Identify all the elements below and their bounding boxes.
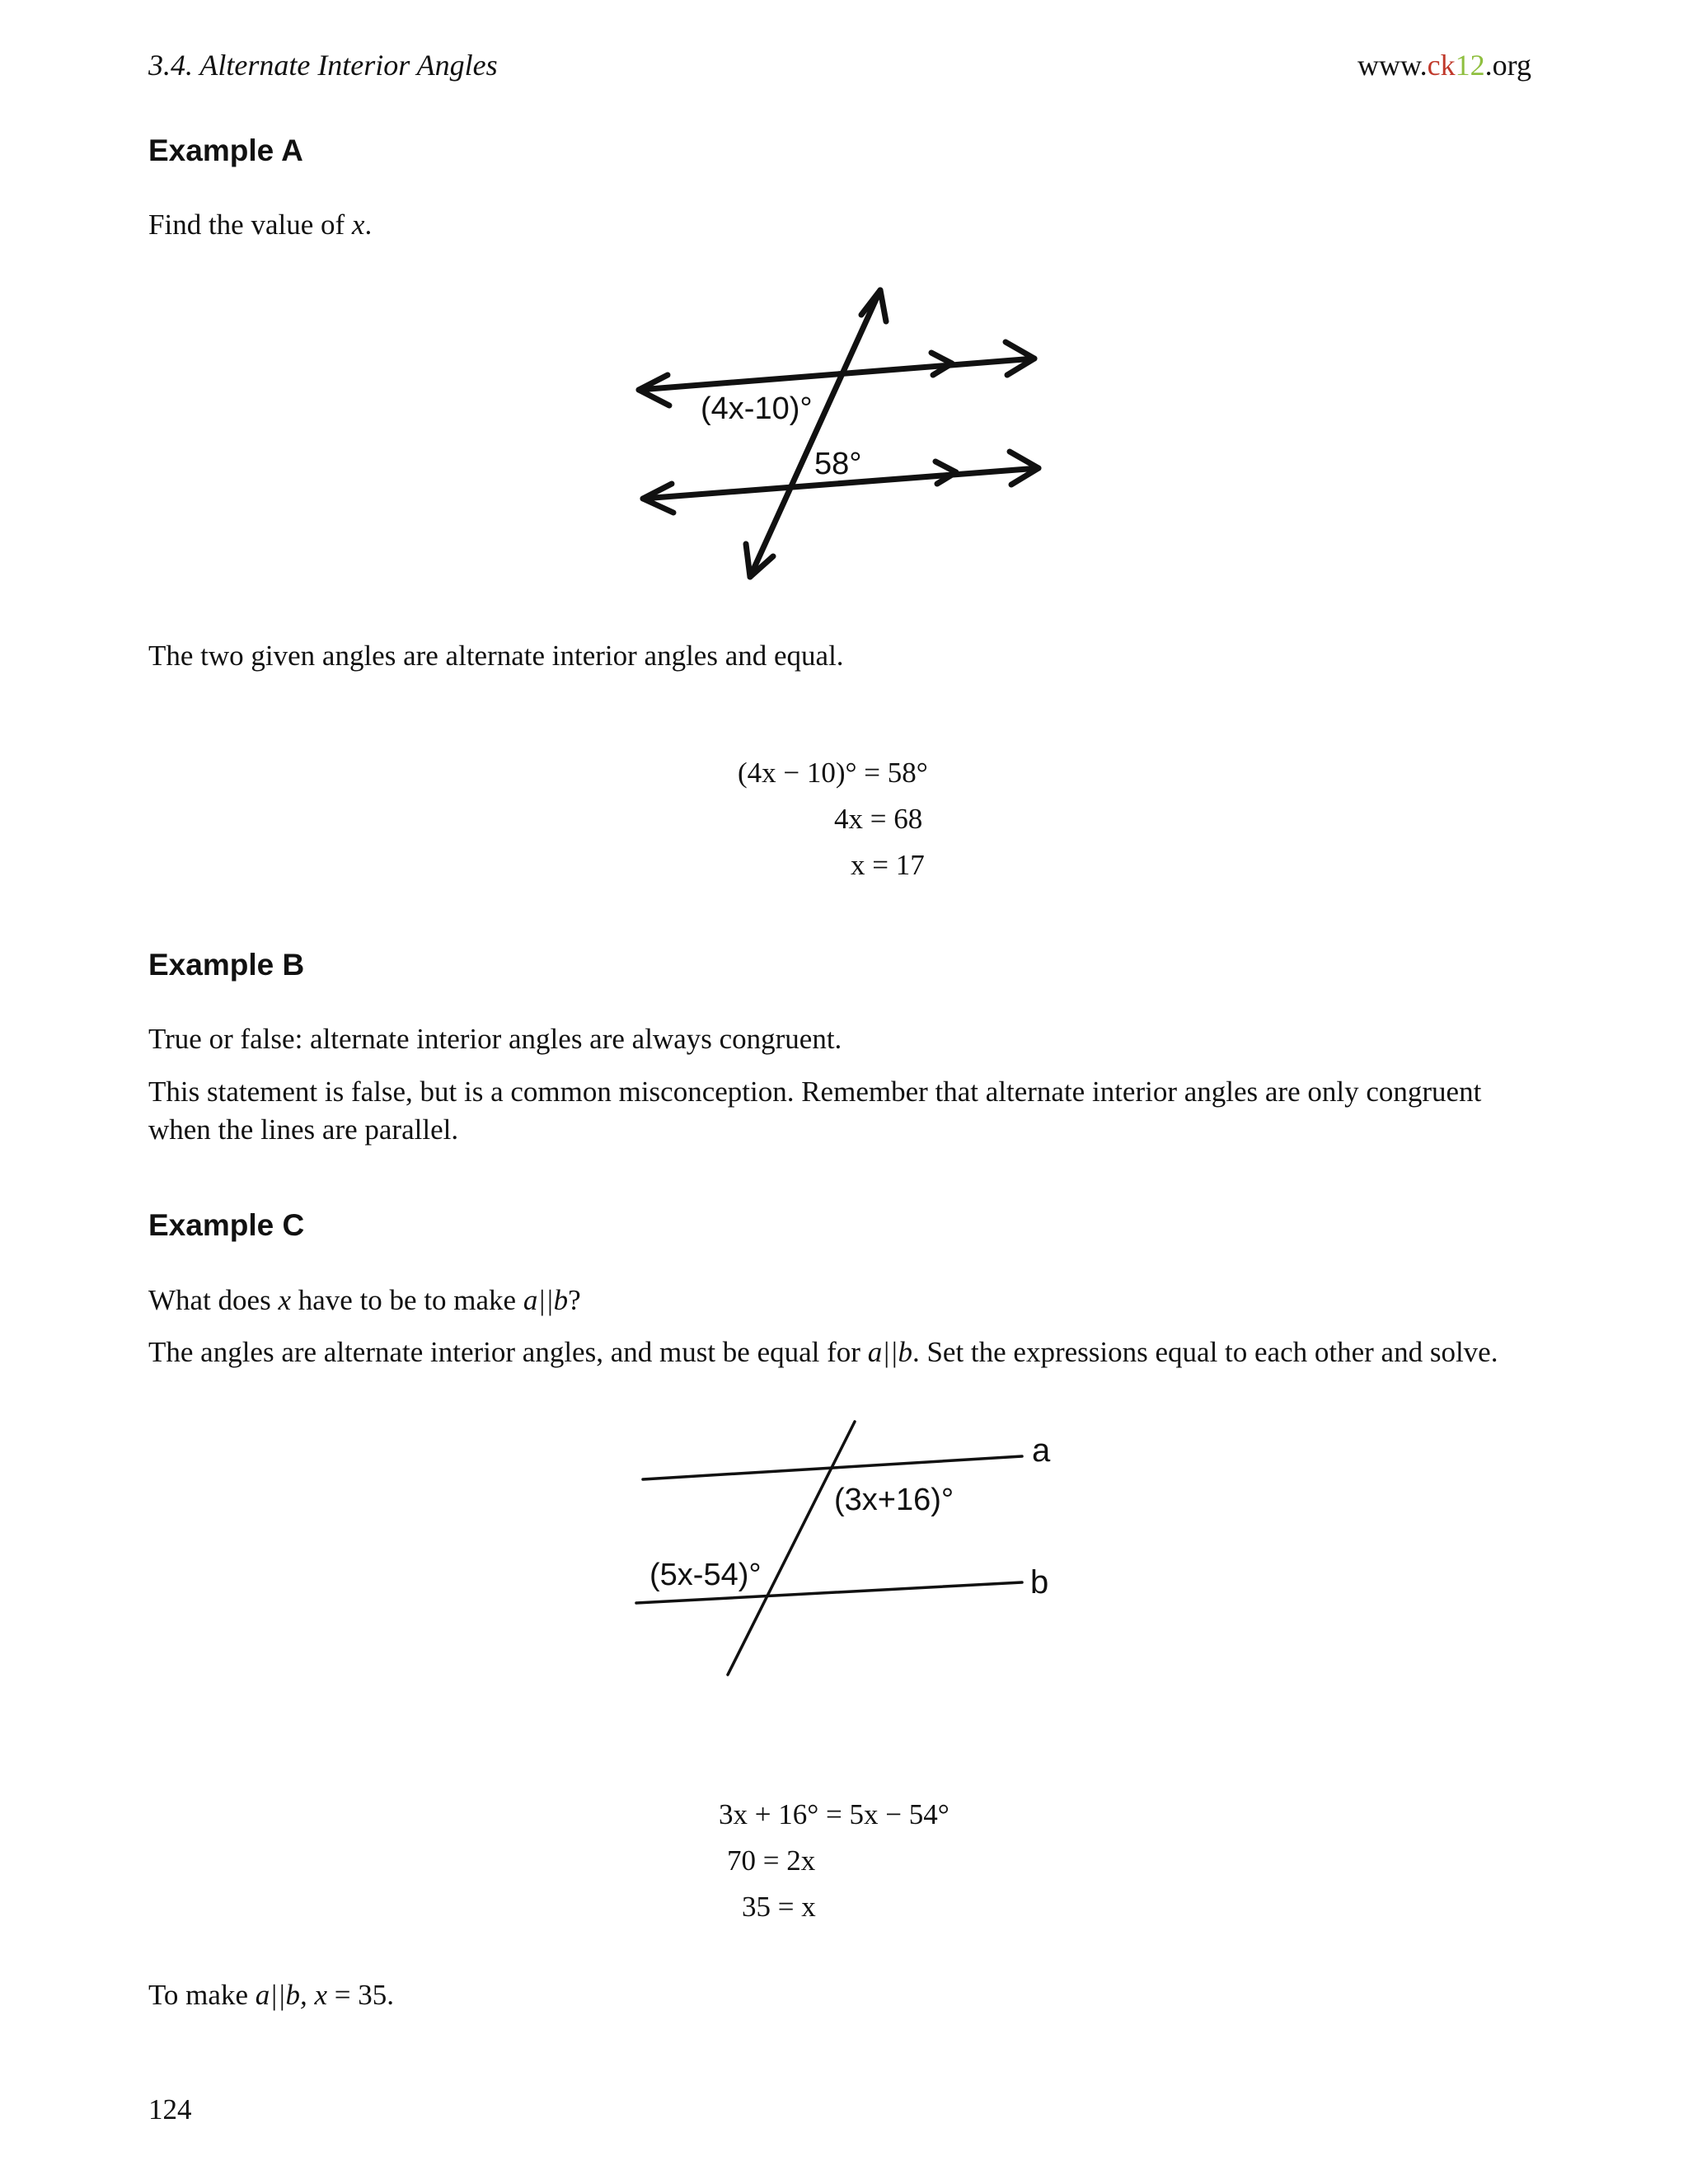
example-c-question-var: x: [278, 1284, 291, 1316]
example-c-question-end: ?: [568, 1284, 581, 1316]
example-c-question-mid: have to be to make: [291, 1284, 523, 1316]
example-c-question-text: What does: [148, 1284, 279, 1316]
example-a-heading: Example A: [148, 134, 303, 167]
running-header-site: [1357, 48, 1531, 82]
page-number: 124: [148, 2093, 192, 2125]
example-c-equation-3: 35 = x: [742, 1891, 816, 1923]
running-header-section: 3.4. Alternate Interior Angles: [148, 49, 498, 82]
site-suffix: .org: [1484, 49, 1531, 82]
example-c-conclusion-rel: a||b, x: [255, 1979, 328, 2011]
example-b-heading: Example B: [148, 948, 305, 982]
example-a-prompt-end: .: [364, 209, 373, 241]
example-a-equation-1: (4x − 10)° = 58°: [738, 757, 928, 789]
example-c-explanation-end: . Set the expressions equal to each other and solve.: [912, 1336, 1498, 1368]
example-c-conclusion: [148, 1976, 1541, 2014]
angle-label-58: 58°: [814, 447, 862, 481]
example-c-conclusion-end: = 35.: [327, 1979, 395, 2011]
example-b-answer: This statement is false, but is a common misconception. Remember that alternate interior angles are only congruent when the lines are parallel.: [148, 1076, 1482, 1146]
transversal-line: [728, 1422, 855, 1675]
example-c-conclusion-text: To make: [148, 1979, 256, 2011]
example-c-explanation-text: The angles are alternate interior angles, and must be equal for: [148, 1336, 868, 1368]
line-b-label: b: [1030, 1564, 1049, 1601]
example-c-heading: Example C: [148, 1208, 305, 1242]
example-c-question: [148, 1282, 1541, 1319]
angle-label-5x-54: (5x-54)°: [649, 1558, 762, 1592]
example-a-equation-2: 4x = 68: [834, 803, 923, 835]
line-a-label: a: [1032, 1432, 1051, 1469]
example-c-equation-1: 3x + 16° = 5x − 54°: [719, 1798, 950, 1830]
example-c-equation-2: 70 = 2x: [727, 1844, 816, 1877]
transversal-line: [750, 290, 880, 577]
angle-label-3x-16: (3x+16)°: [834, 1483, 954, 1517]
example-c-question-rel: a||b: [523, 1284, 569, 1316]
site-prefix: www.: [1357, 49, 1428, 82]
example-a-prompt-var: x: [351, 209, 365, 241]
example-b-question: True or false: alternate interior angles are always congruent.: [148, 1023, 842, 1055]
example-a-prompt-text: Find the value of: [148, 209, 352, 241]
site-ck: ck: [1427, 49, 1456, 82]
example-c-explanation: [148, 1333, 1566, 1371]
example-a-figure: [618, 272, 1063, 593]
example-a-explanation: The two given angles are alternate interior angles and equal.: [148, 640, 844, 672]
site-12: 12: [1455, 49, 1485, 82]
example-a-equation-3: x = 17: [851, 849, 925, 881]
example-a-prompt: [148, 206, 1541, 244]
angle-label-4x-10: (4x-10)°: [701, 391, 813, 426]
example-c-explanation-rel: a||b: [867, 1336, 912, 1368]
example-c-figure: [618, 1405, 1063, 1690]
